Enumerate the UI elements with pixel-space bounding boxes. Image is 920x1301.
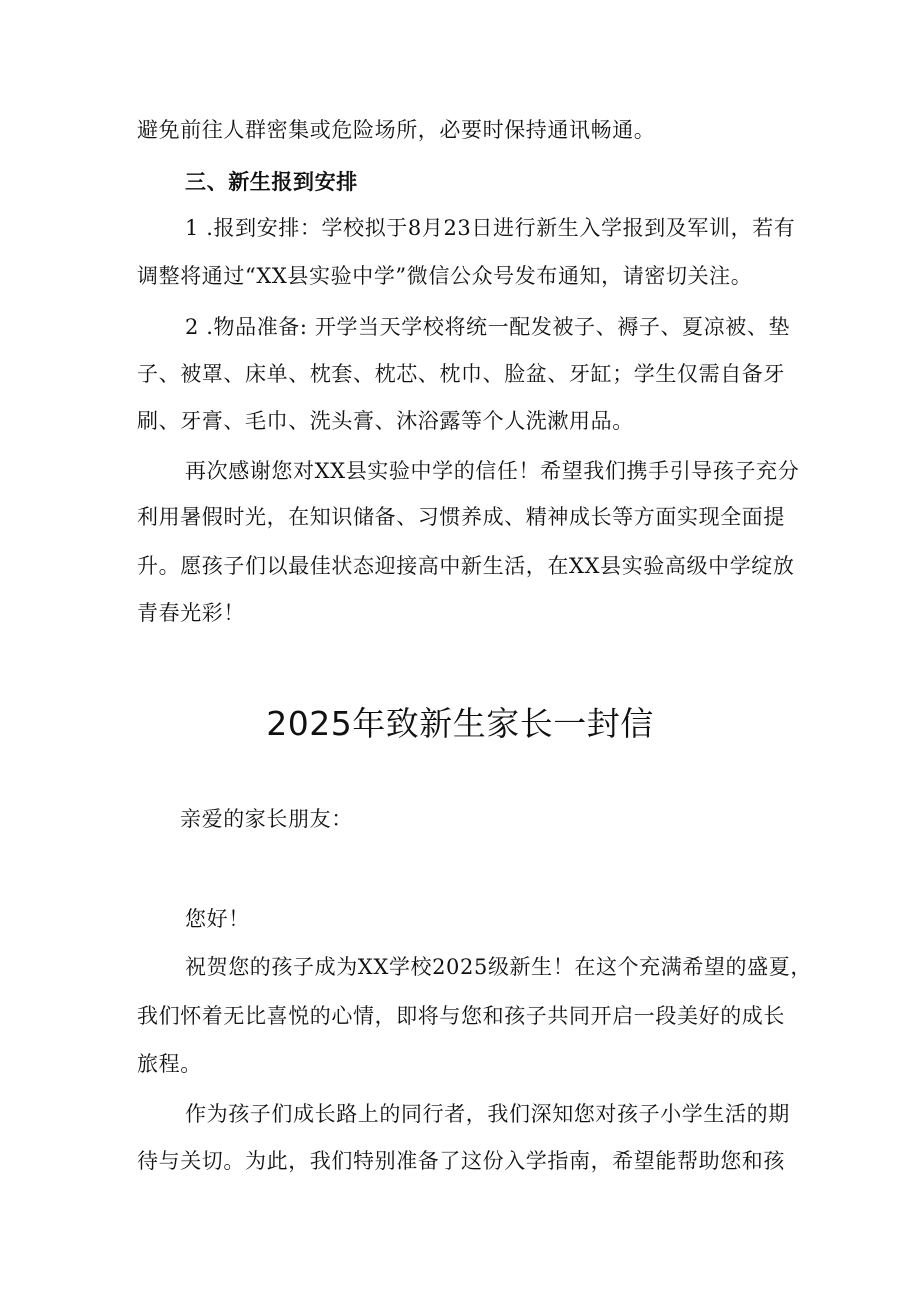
- item1-line2: 调整将通过“XX县实验中学”微信公众号发布通知，请密切关注。: [137, 264, 753, 288]
- item2-line3: 刷、牙膏、毛巾、洗头膏、沐浴露等个人洗漱用品。: [137, 409, 634, 433]
- item2-line1: 2 .物品准备: 开学当天学校将统一配发被子、褥子、夏凉被、垫: [185, 315, 791, 339]
- letter-title: 2025年致新生家长一封信: [266, 704, 654, 743]
- closing-line2: 利用暑假时光，在知识储备、习惯养成、精神成长等方面实现全面提: [137, 505, 785, 529]
- continued-line: 避免前往人群密集或危险场所，必要时保持通讯畅通。: [137, 118, 656, 142]
- closing-line1: 再次感谢您对XX县实验中学的信任！希望我们携手引导孩子充分: [185, 459, 800, 483]
- item2-line2: 子、被罩、床单、枕套、枕芯、枕巾、脸盆、牙缸；学生仅需自备牙: [137, 362, 785, 386]
- closing-line4: 青春光彩！: [137, 601, 245, 625]
- paragraph2-line1: 作为孩子们成长路上的同行者，我们深知您对孩子小学生活的期: [185, 1102, 790, 1126]
- paragraph1-line2: 我们怀着无比喜悦的心情，即将与您和孩子共同开启一段美好的成长: [137, 1004, 785, 1028]
- greeting: 您好！: [185, 907, 250, 931]
- section-heading: 三、新生报到安排: [185, 169, 358, 194]
- paragraph1-line1: 祝贺您的孩子成为XX学校2025级新生！在这个充满希望的盛夏，: [185, 955, 812, 979]
- paragraph2-line2: 待与关切。为此，我们特别准备了这份入学指南，希望能帮助您和孩: [137, 1149, 785, 1173]
- item1-line1: 1 .报到安排：学校拟于8月23日进行新生入学报到及军训，若有: [185, 216, 796, 240]
- salutation: 亲爱的家长朋友：: [180, 807, 353, 831]
- closing-line3: 升。愿孩子们以最佳状态迎接高中新生活，在XX县实验高级中学绽放: [137, 554, 795, 578]
- paragraph1-line3: 旅程。: [137, 1052, 202, 1076]
